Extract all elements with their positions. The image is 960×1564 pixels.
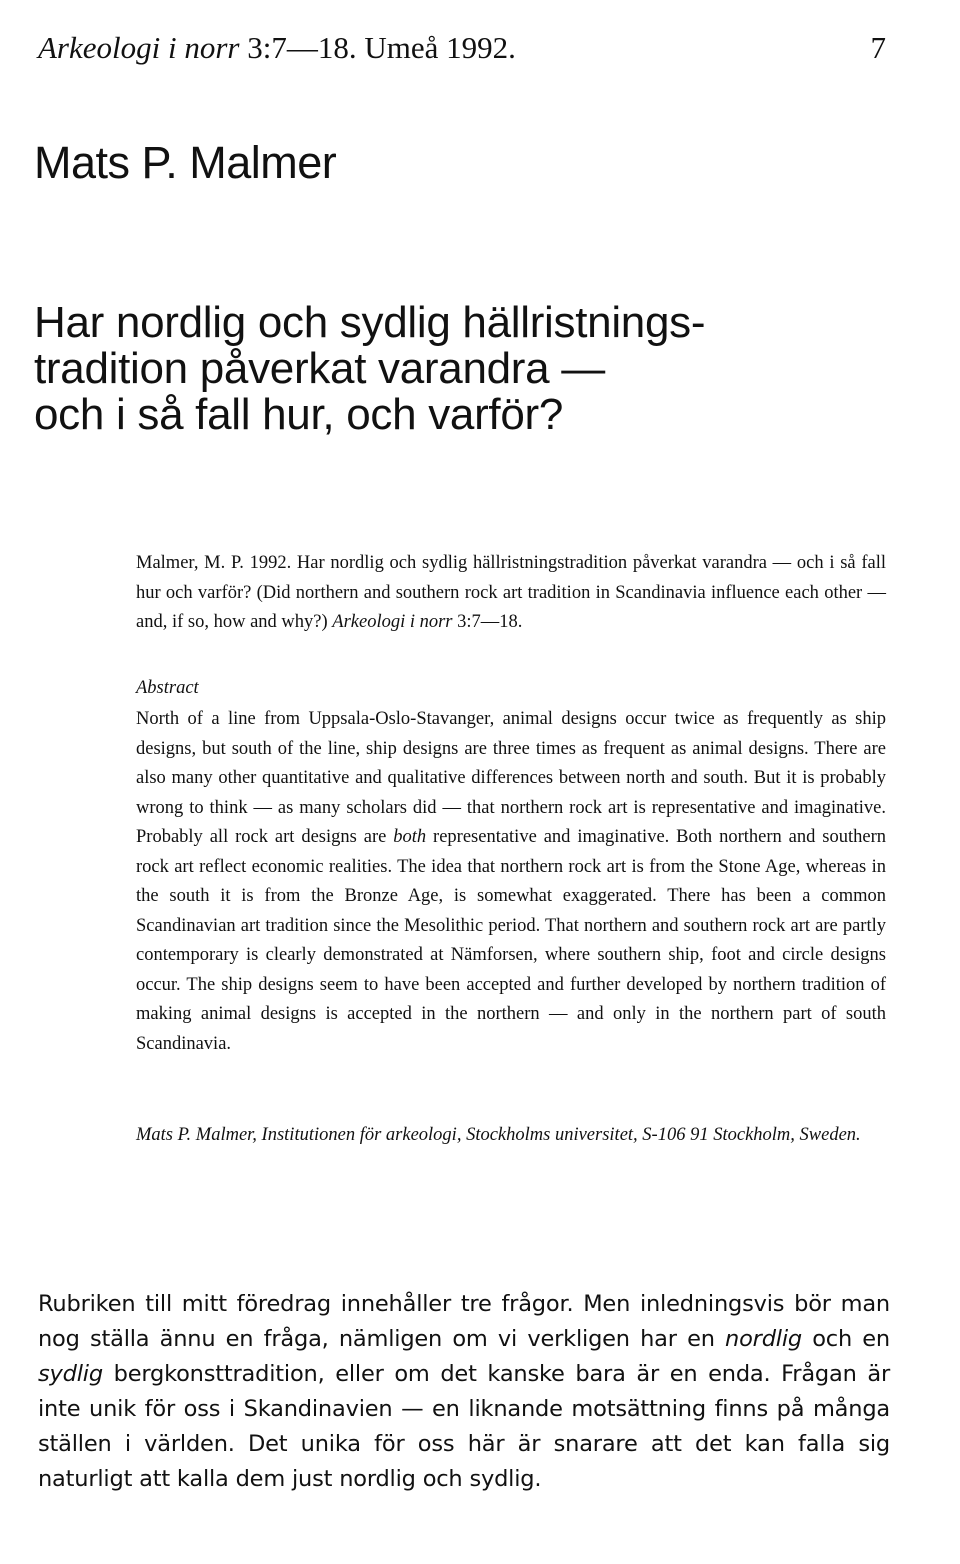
reference-journal: Arkeologi i norr	[332, 612, 453, 632]
body-paragraph	[38, 1287, 890, 1497]
body-part-1: Rubriken till mitt föredrag innehåller tre frågor. Men inledningsvis bör man nog ställa ännu en fråga, nämligen om vi verkligen har en	[38, 1291, 890, 1352]
issue-citation: 3:7—18. Umeå 1992.	[239, 30, 516, 65]
body-part-2: och en	[801, 1326, 890, 1352]
abstract-text	[136, 705, 886, 1059]
body-part-3: bergkonsttradition, eller om det kanske bara är en enda. Frågan är inte unik för oss i Skandinavien — en liknande motsättning finns på många ställen i världen. Det unika för oss här är snarare att det kan falla sig naturligt att kalla dem just nordlig och sydlig.	[38, 1361, 890, 1492]
abstract-part-1: North of a line from Uppsala-Oslo-Stavanger, animal designs occur twice as frequently as ship designs, but south of the line, ship designs are three times as frequent as animal designs. There are also many other quantitative and qualitative differences between north and south. But it is probably wrong to think — as many scholars did — that northern rock art is representative and imaginative. Probably all rock art designs are	[136, 709, 886, 847]
running-header	[38, 28, 886, 68]
body-emphasis-nordlig: nordlig	[725, 1326, 802, 1352]
article-title	[34, 300, 914, 438]
title-line-1: Har nordlig och sydlig hällristnings-	[34, 298, 706, 347]
journal-name: Arkeologi i norr	[38, 30, 240, 65]
page-number: 7	[870, 30, 886, 65]
author-affiliation: Mats P. Malmer, Institutionen för arkeologi, Stockholms universitet, S-106 91 Stockholm, Sweden.	[136, 1125, 861, 1145]
author-name: Mats P. Malmer	[34, 137, 337, 188]
reference-pages: 3:7—18.	[452, 612, 523, 632]
reference-text: Malmer, M. P. 1992. Har nordlig och sydlig hällristningstradition påverkat varandra — och i så fall hur och varför? (Did northern and southern rock art tradition in Scandinavia influence each other — and, if so, how and why?)	[136, 553, 886, 632]
abstract-emphasis: both	[393, 827, 427, 847]
abstract-part-2: representative and imaginative. Both northern and southern rock art reflect economic realities. The idea that northern rock art is from the Stone Age, whereas in the south it is from the Bronze Age, is somewhat exaggerated. There has been a common Scandinavian art tradition since the Mesolithic period. That northern and southern rock art are partly contemporary is clearly demonstrated at Nämforsen, where southern ship, foot and circle designs occur. The ship designs seem to have been accepted and further developed by northern tradition of making animal designs is accepted in the northern — and only in the northern part of south Scandinavia.	[136, 827, 886, 1054]
bibliographic-reference	[136, 549, 886, 638]
title-line-3: och i så fall hur, och varför?	[34, 390, 564, 439]
title-line-2: tradition påverkat varandra —	[34, 344, 605, 393]
body-emphasis-sydlig: sydlig	[38, 1361, 103, 1387]
abstract-heading: Abstract	[136, 678, 199, 698]
